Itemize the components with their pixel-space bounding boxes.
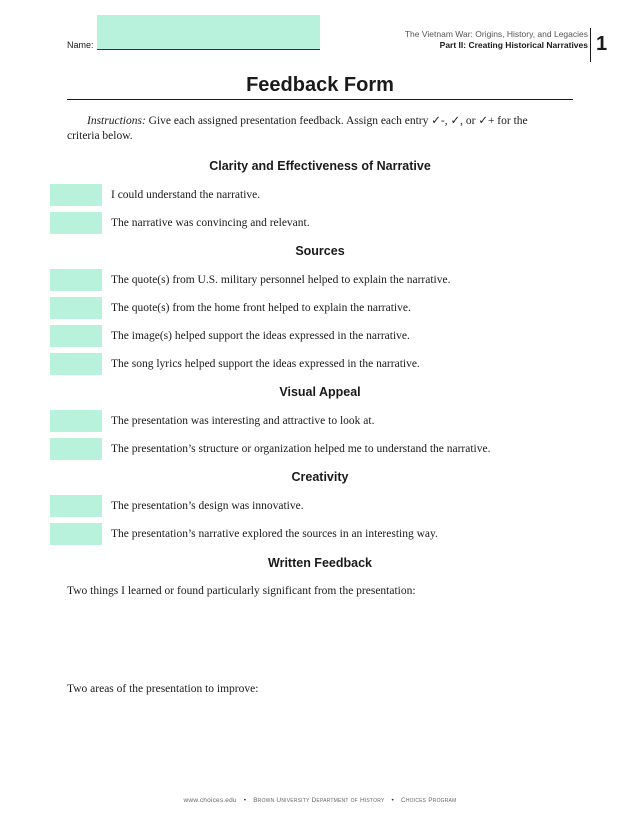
instructions-text: Give each assigned presentation feedback. Assign each entry ✓-, ✓, or ✓+ for the criteria below. [67, 115, 528, 142]
rating-input[interactable] [50, 353, 102, 375]
section-heading-visual-appeal: Visual Appeal [279, 385, 361, 399]
rating-input[interactable] [50, 410, 102, 432]
criterion-text: The presentation’s structure or organization helped me to understand the narrative. [111, 443, 491, 455]
criterion-text: I could understand the narrative. [111, 189, 261, 201]
name-label: Name: [67, 40, 94, 50]
footer-site: www.choices.edu [183, 797, 237, 804]
name-input[interactable] [97, 15, 320, 49]
footer-department: Brown University Department of History [253, 797, 385, 804]
rating-input[interactable] [50, 438, 102, 460]
feedback-prompt-improve: Two areas of the presentation to improve: [67, 683, 259, 695]
criterion-text: The presentation’s narrative explored the sources in an interesting way. [111, 528, 438, 540]
instructions [67, 114, 557, 144]
criterion-text: The quote(s) from U.S. military personnel helped to explain the narrative. [111, 274, 451, 286]
page-title: Feedback Form [246, 74, 394, 96]
rating-input[interactable] [50, 523, 102, 545]
bullet-icon: • [243, 797, 247, 804]
criterion-text: The narrative was convincing and relevant. [111, 217, 310, 229]
criterion-text: The presentation’s design was innovative. [111, 500, 304, 512]
footer [0, 797, 640, 804]
section-heading-creativity: Creativity [291, 470, 349, 484]
unit-title: Part II: Creating Historical Narratives [439, 40, 588, 50]
section-heading-clarity: Clarity and Effectiveness of Narrative [209, 159, 431, 173]
rating-input[interactable] [50, 269, 102, 291]
rating-input[interactable] [50, 297, 102, 319]
bullet-icon: • [391, 797, 394, 804]
feedback-answer-improve[interactable] [67, 700, 573, 785]
name-underline [97, 49, 320, 50]
criterion-text: The quote(s) from the home front helped to explain the narrative. [111, 302, 411, 314]
criterion-text: The presentation was interesting and attractive to look at. [111, 415, 375, 427]
rating-input[interactable] [50, 212, 102, 234]
header-divider [590, 28, 591, 62]
footer-program: Choices Program [400, 797, 457, 804]
title-divider [67, 99, 573, 100]
rating-input[interactable] [50, 184, 102, 206]
section-heading-sources: Sources [295, 244, 345, 258]
instructions-label: Instructions: [87, 115, 146, 127]
course-title: The Vietnam War: Origins, History, and Legacies [404, 29, 588, 39]
criterion-text: The song lyrics helped support the ideas expressed in the narrative. [111, 358, 420, 370]
feedback-answer-learned[interactable] [67, 602, 573, 678]
rating-input[interactable] [50, 325, 102, 347]
section-heading-written-feedback: Written Feedback [268, 556, 372, 570]
criterion-text: The image(s) helped support the ideas expressed in the narrative. [111, 330, 410, 342]
page-number: 1 [596, 33, 608, 55]
rating-input[interactable] [50, 495, 102, 517]
feedback-prompt-learned: Two things I learned or found particularly significant from the presentation: [67, 585, 416, 597]
